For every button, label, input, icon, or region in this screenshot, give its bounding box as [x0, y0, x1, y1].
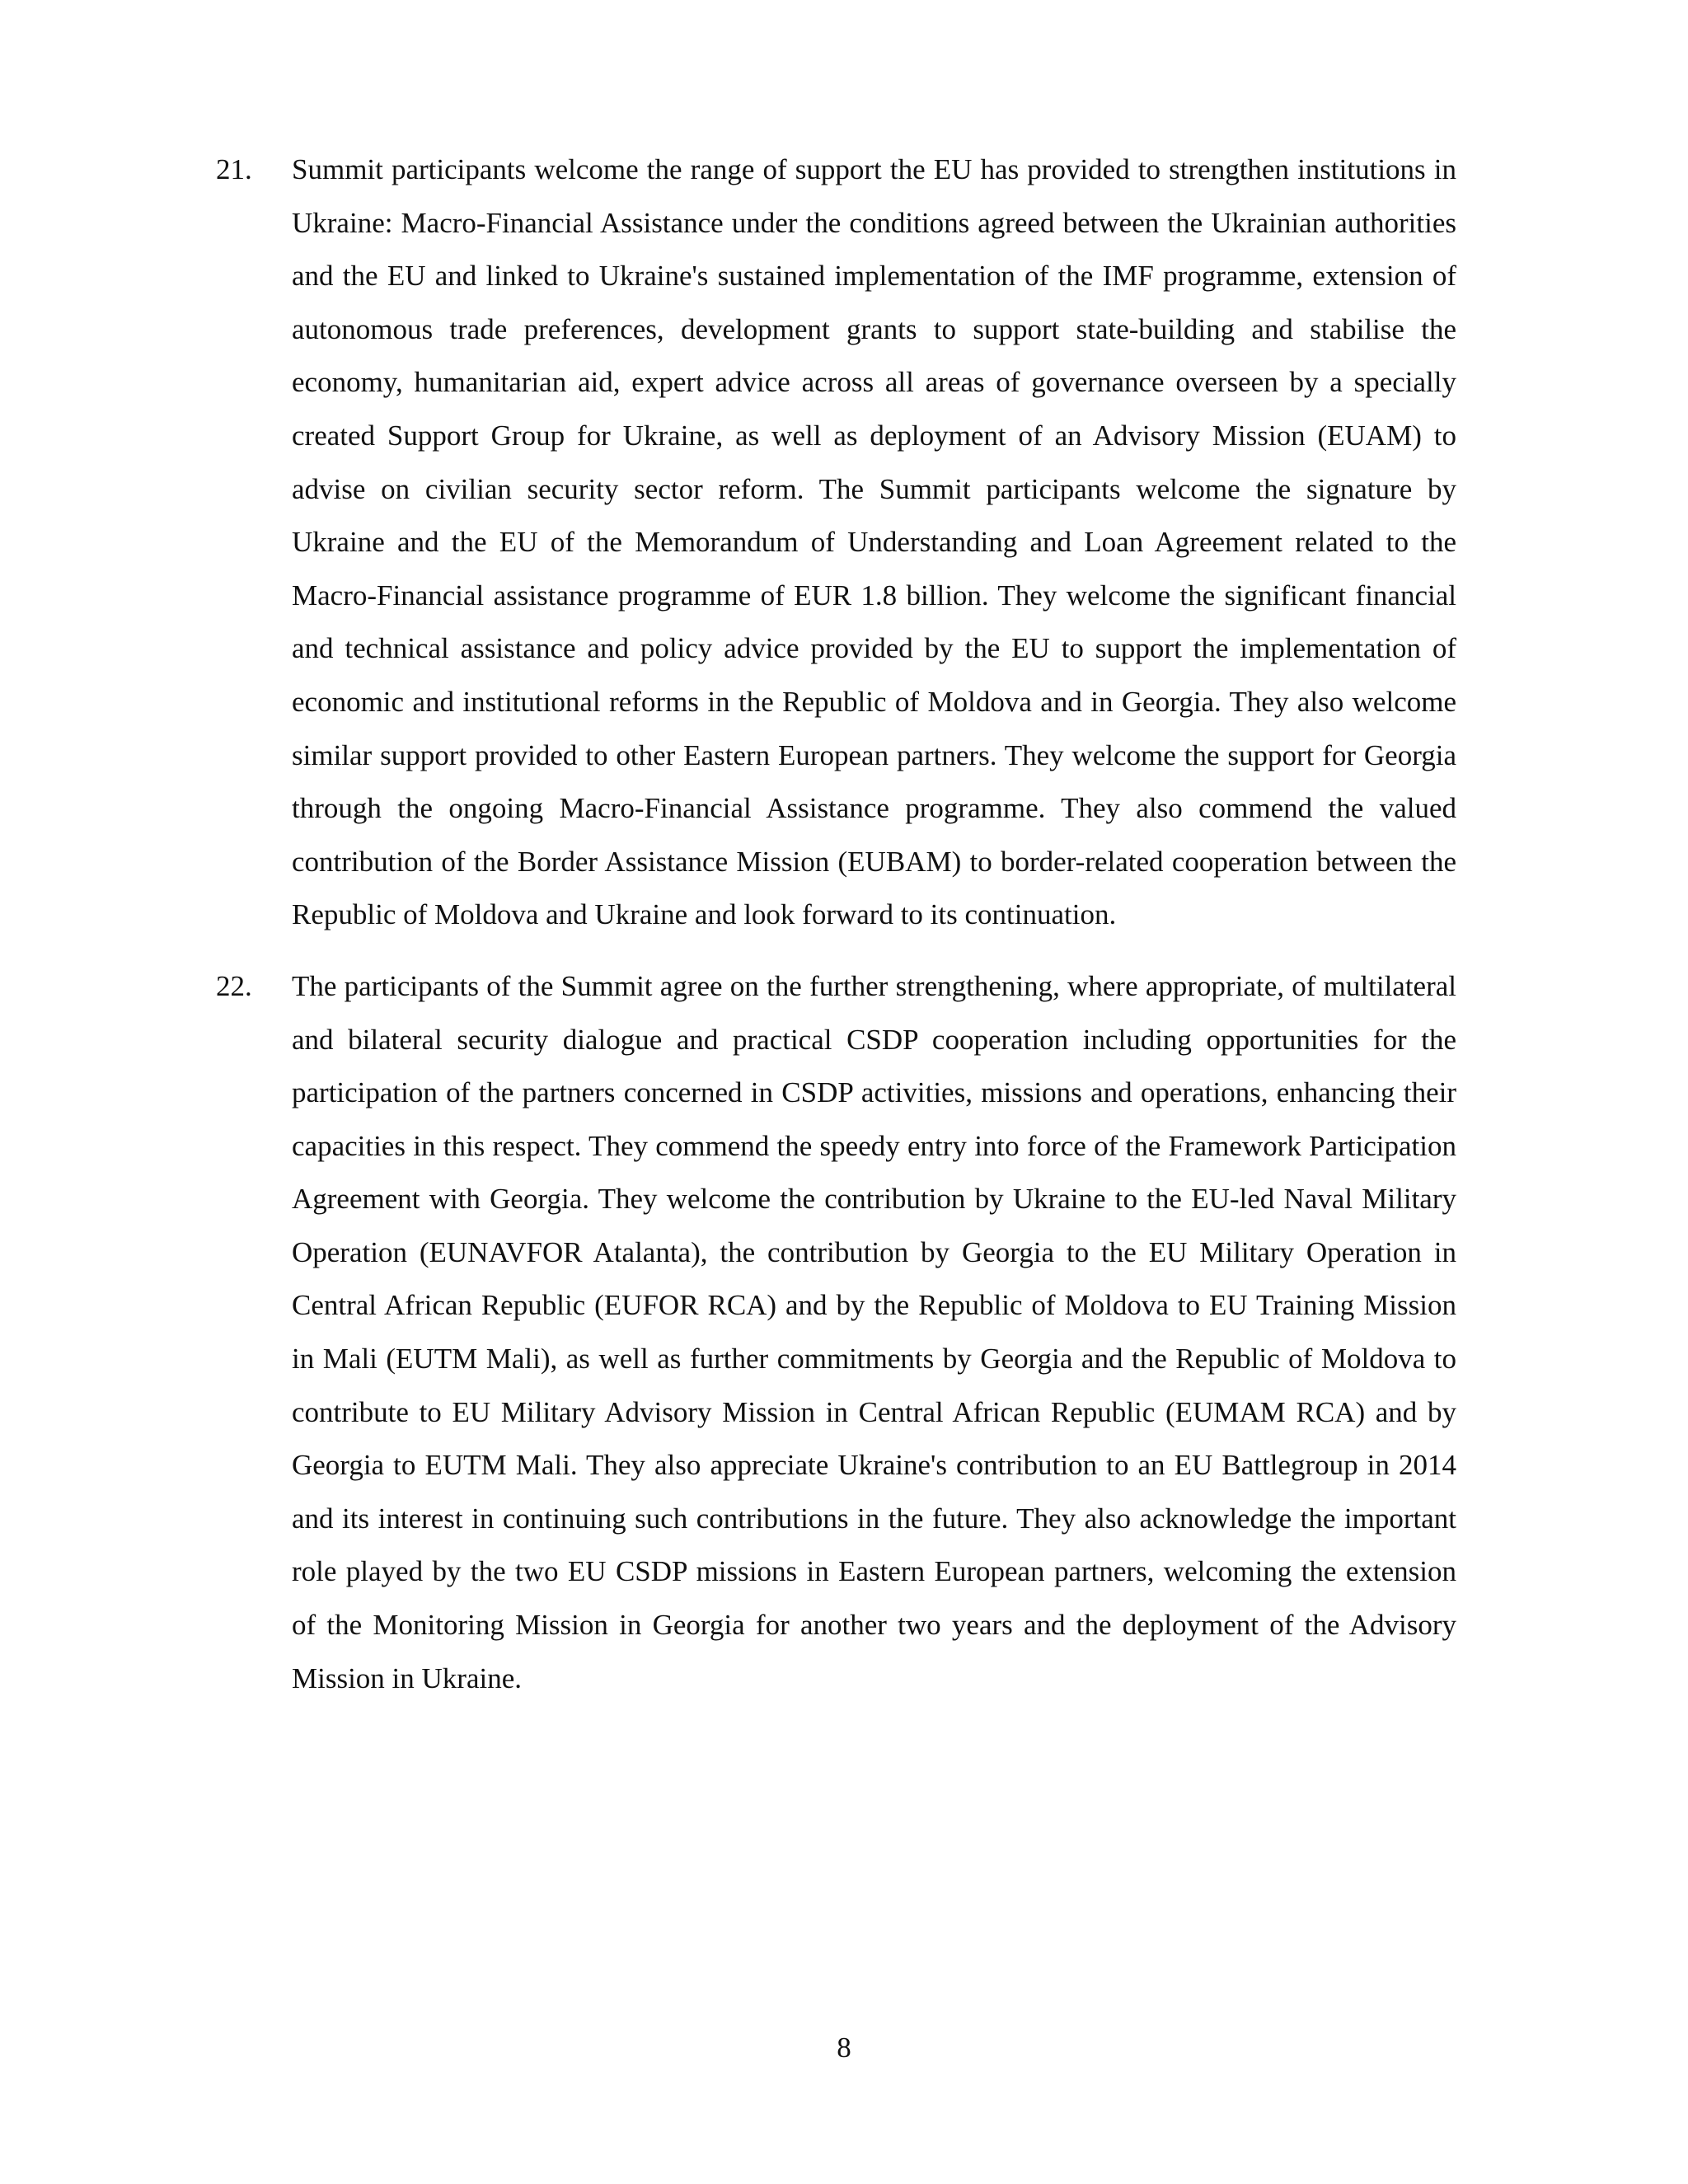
page-number: 8 [837, 2032, 851, 2064]
paragraph-list [216, 143, 1456, 1723]
paragraph-21 [216, 143, 1456, 942]
paragraph-number: 22. [216, 969, 252, 1002]
paragraph-number: 21. [216, 153, 252, 185]
paragraph-text: Summit participants welcome the range of support the EU has provided to strengthen institutions in Ukraine: Macro-Financial Assistance under the conditions agreed between the Ukrainian authorities and the EU and linked to Ukraine's sustained implementation of the IMF programme, extension of autonomous trade preferences, development grants to support state-building and stabilise the economy, humanitarian aid, expert advice across all areas of governance overseen by a specially created Support Group for Ukraine, as well as deployment of an Advisory Mission (EUAM) to advise on civilian security sector reform. The Summit participants welcome the signature by Ukraine and the EU of the Memorandum of Understanding and Loan Agreement related to the Macro-Financial assistance programme of EUR 1.8 billion. They welcome the significant financial and technical assistance and policy advice provided by the EU to support the implementation of economic and institutional reforms in the Republic of Moldova and in Georgia. They also welcome similar support provided to other Eastern European partners. They welcome the support for Georgia through the ongoing Macro-Financial Assistance programme. They also commend the valued contribution of the Border Assistance Mission (EUBAM) to border-related cooperation between the Republic of Moldova and Ukraine and look forward to its continuation. [292, 153, 1456, 931]
paragraph-text: The participants of the Summit agree on the further strengthening, where appropriate, of multilateral and bilateral security dialogue and practical CSDP cooperation including opportunities for the participation of the partners concerned in CSDP activities, missions and operations, enhancing their capacities in this respect. They commend the speedy entry into force of the Framework Participation Agreement with Georgia. They welcome the contribution by Ukraine to the EU-led Naval Military Operation (EUNAVFOR Atalanta), the contribution by Georgia to the EU Military Operation in Central African Republic (EUFOR RCA) and by the Republic of Moldova to EU Training Mission in Mali (EUTM Mali), as well as further commitments by Georgia and the Republic of Moldova to contribute to EU Military Advisory Mission in Central African Republic (EUMAM RCA) and by Georgia to EUTM Mali. They also appreciate Ukraine's contribution to an EU Battlegroup in 2014 and its interest in continuing such contributions in the future. They also acknowledge the important role played by the two EU CSDP missions in Eastern European partners, welcoming the extension of the Monitoring Mission in Georgia for another two years and the deployment of the Advisory Mission in Ukraine. [292, 969, 1456, 1694]
paragraph-22 [216, 960, 1456, 1705]
